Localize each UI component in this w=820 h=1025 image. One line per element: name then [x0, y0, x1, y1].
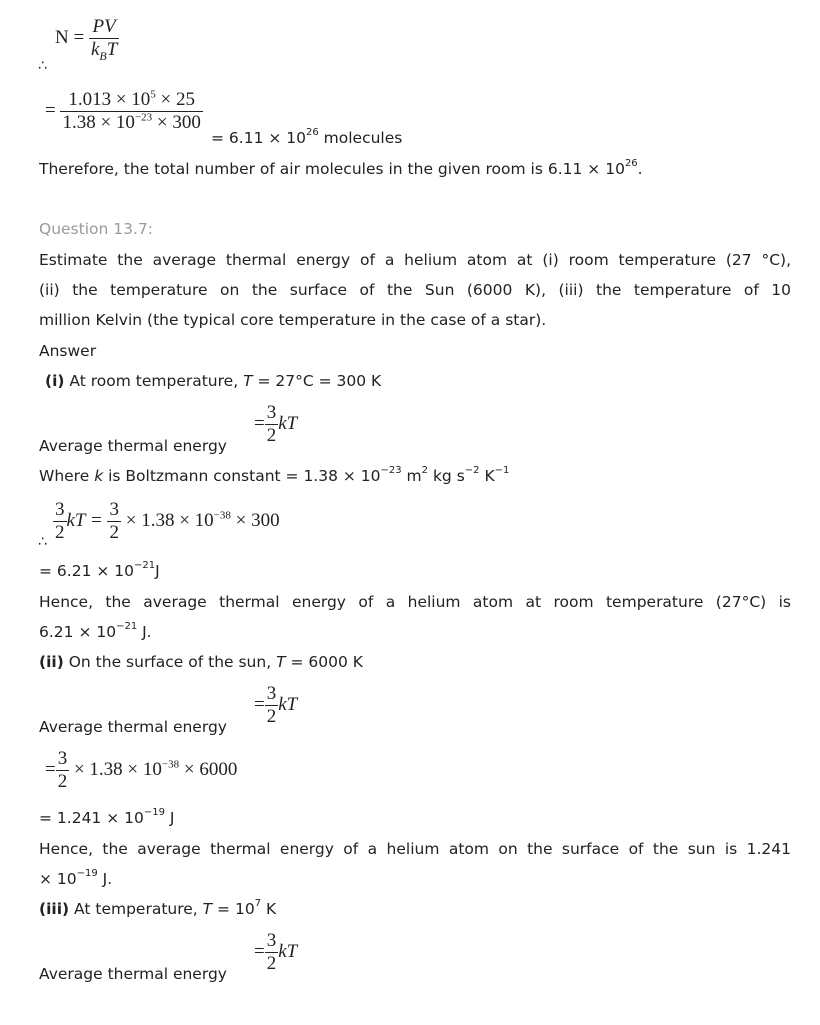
part-i-result: = $6.21 \times 10^{-21}J$ [39, 559, 160, 580]
part-i-hence-line-1: Hence, the average thermal energy of a helium atom at room temperature (27°C) is [39, 593, 791, 611]
denominator: $1.38 \times 10^{-23} \times 300$ [62, 111, 201, 133]
part-i-avg-label: Average thermal energy [39, 437, 227, 455]
equation-lhs: N = [55, 26, 85, 48]
question-line-2: (ii) the temperature on the surface of the Sun (6000 K), (iii) the temperature of 10 [39, 281, 791, 299]
therefore-symbol: ∴ [38, 58, 47, 74]
part-ii-avg-label: Average thermal energy [39, 718, 227, 736]
equation-substitution [45, 89, 203, 134]
part-i-heading: (i) At room temperature, T = 27°C = 300 K [45, 372, 382, 390]
part-ii-formula: = $\frac{3}{2}$ kT [254, 683, 298, 727]
numerator: $1.013 \times 10^5 \times 25$ [68, 88, 196, 110]
part-ii-hence-line-1: Hence, the average thermal energy of a helium atom on the surface of the sun is 1.241 [39, 840, 791, 858]
question-line-1: Estimate the average thermal energy of a helium atom at (i) room temperature (27 °C), [39, 251, 791, 269]
part-ii-result: = $1.241 \times 10^{-19}$ J [39, 806, 175, 827]
part-ii-heading: (ii) On the surface of the sun, T = 6000 K [39, 653, 363, 671]
question-line-3: million Kelvin (the typical core temperature in the case of a star). [39, 311, 547, 329]
equation-n-formula [55, 16, 119, 61]
fraction [60, 89, 202, 134]
part-i-formula: = $\frac{3}{2}$ kT [254, 402, 298, 446]
answer-label: Answer [39, 342, 97, 360]
result-molecules: = $6.11 \times 10^{26}$ molecules [211, 126, 403, 147]
part-i-hence-line-2: $6.21 \times 10^{-21}$ J. [39, 620, 152, 641]
conclusion-text: Therefore, the total number of air molecules in the given room is $6.11 \times 10^{26}$. [39, 157, 643, 178]
part-iii-avg-label: Average thermal energy [39, 965, 227, 983]
part-i-boltzmann: Where k is Boltzmann constant = $1.38 \times 10^{-23}$ $m^2$ kg $s^{-2}$ $K^{-1}$ [39, 464, 510, 485]
part-i-calculation: $\frac{3}{2}$ kT = $\frac{3}{2}$ × $1.38 \times 10^{-38} \times 300$ [55, 499, 280, 543]
part-iii-heading: (iii) At temperature, $T = 10^7$ K [39, 897, 277, 918]
equals-sign: = [45, 99, 56, 121]
therefore-symbol: ∴ [38, 534, 47, 550]
denominator: $k_BT$ [90, 39, 118, 63]
fraction [89, 16, 119, 61]
numerator: PV [92, 16, 116, 37]
part-ii-hence-line-2: × $10^{-19}$ J. [39, 867, 113, 888]
part-iii-formula: = $\frac{3}{2}$ kT [254, 930, 298, 974]
part-ii-calculation: = $\frac{3}{2}$ × $1.38 \times 10^{-38} \times 6000$ [45, 748, 238, 792]
question-label: Question 13.7: [39, 220, 153, 238]
